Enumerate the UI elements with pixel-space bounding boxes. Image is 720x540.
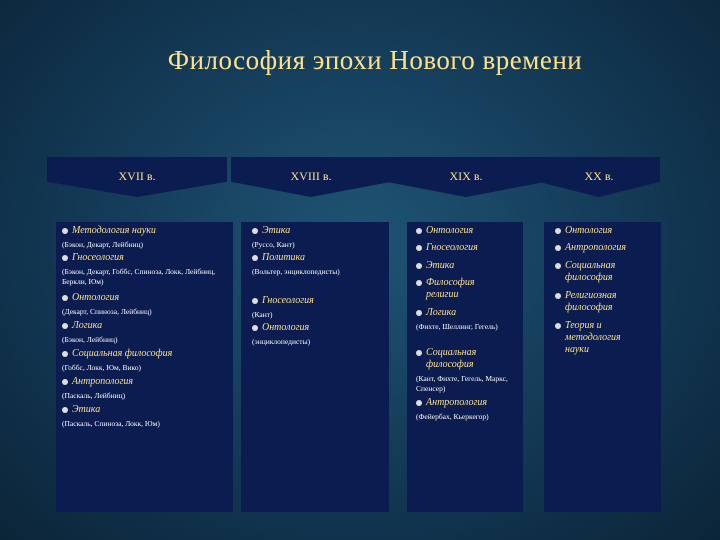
bullet-icon <box>62 407 68 413</box>
bullet-icon <box>62 323 68 329</box>
item-heading: Онтология <box>72 292 120 303</box>
item-heading: Логика <box>426 307 457 318</box>
list-item <box>62 252 227 287</box>
item-subtext: (Бэкон, Декарт, Гоббс, Спиноза, Локк, Лейбниц, Беркли, Юм) <box>62 267 216 286</box>
item-heading: Онтология <box>565 225 613 236</box>
list-item <box>416 242 520 254</box>
item-heading: Философия религии <box>426 277 475 300</box>
item-subtext: (Кант) <box>252 310 273 319</box>
item-heading: Гносеология <box>262 295 314 306</box>
bullet-icon <box>555 293 561 299</box>
slide-title: Философия эпохи Нового времени <box>167 45 583 75</box>
bullet-icon <box>62 351 68 357</box>
column-header-xvii <box>47 157 227 197</box>
column-header-label: XX в. <box>584 169 614 183</box>
item-heading: Социальная философия <box>72 348 173 359</box>
list-item <box>252 295 384 320</box>
list-item <box>416 397 520 422</box>
list-item <box>416 307 520 332</box>
item-subtext: (Фейербах, Кьеркегор) <box>416 412 489 421</box>
item-subtext: (Паскаль, Лейбниц) <box>62 391 126 400</box>
list-item <box>62 348 227 373</box>
list-item <box>555 290 635 314</box>
list-item <box>252 252 352 277</box>
bullet-icon <box>416 263 422 269</box>
item-heading: Теория и методология науки <box>565 320 621 355</box>
item-heading: Гносеология <box>72 252 124 263</box>
list-item <box>62 320 227 345</box>
bullet-icon <box>555 245 561 251</box>
item-heading: Социальная философия <box>426 347 477 370</box>
list-item <box>62 225 227 250</box>
list-item <box>416 225 520 237</box>
bullet-icon <box>252 255 258 261</box>
item-subtext: (Бэкон, Декарт, Лейбниц) <box>62 240 144 249</box>
list-item <box>62 376 227 401</box>
column-header-label: XIX в. <box>449 169 483 183</box>
item-subtext: (Фихте, Шеллинг, Гегель) <box>416 322 498 331</box>
bullet-icon <box>416 350 422 356</box>
bullet-icon <box>252 228 258 234</box>
list-item <box>555 320 635 356</box>
item-heading: Методология науки <box>72 225 156 236</box>
bullet-icon <box>416 310 422 316</box>
bullet-icon <box>416 245 422 251</box>
item-heading: Антропология <box>565 242 627 253</box>
item-heading: Политика <box>262 252 305 263</box>
bullet-icon <box>62 255 68 261</box>
bullet-icon <box>62 295 68 301</box>
item-heading: Гносеология <box>426 242 478 253</box>
column-header-label: XVIII в. <box>290 169 332 183</box>
bullet-icon <box>555 263 561 269</box>
list-item <box>555 260 635 284</box>
bullet-icon <box>555 323 561 329</box>
item-subtext: (Декарт, Спиноза, Лейбниц) <box>62 307 152 316</box>
bullet-icon <box>252 298 258 304</box>
item-heading: Онтология <box>262 322 310 333</box>
list-item <box>252 322 384 347</box>
bullet-icon <box>555 228 561 234</box>
item-heading: Логика <box>72 320 103 331</box>
bullet-icon <box>252 325 258 331</box>
item-subtext: (Руссо, Кант) <box>252 240 295 249</box>
item-subtext: (Паскаль, Спиноза, Локк, Юм) <box>62 419 160 428</box>
list-item <box>62 292 227 317</box>
item-heading: Этика <box>72 404 101 415</box>
item-subtext: (Кант, Фихте, Гегель, Маркс, Спенсер) <box>416 374 508 393</box>
item-heading: Онтология <box>426 225 474 236</box>
column-header-xix <box>386 157 546 197</box>
list-item <box>555 225 657 237</box>
list-item <box>416 347 516 394</box>
list-item <box>416 277 506 301</box>
item-subtext: (Бэкон, Лейбниц) <box>62 335 118 344</box>
item-heading: Антропология <box>426 397 488 408</box>
bullet-icon <box>62 228 68 234</box>
item-heading: Этика <box>426 260 455 271</box>
item-subtext: (Гоббс, Локк, Юм, Вико) <box>62 363 142 372</box>
column-header-label: XVII в. <box>118 169 156 183</box>
list-item <box>62 404 227 429</box>
item-heading: Социальная философия <box>565 260 616 283</box>
bullet-icon <box>416 400 422 406</box>
list-item <box>555 242 657 254</box>
list-item <box>252 225 384 250</box>
column-header-xx <box>538 157 660 197</box>
bullet-icon <box>416 280 422 286</box>
item-heading: Антропология <box>72 376 134 387</box>
item-heading: Этика <box>262 225 291 236</box>
bullet-icon <box>62 379 68 385</box>
bullet-icon <box>416 228 422 234</box>
column-header-xviii <box>231 157 391 197</box>
item-subtext: (энциклопедисты) <box>252 337 311 346</box>
list-item <box>416 260 520 272</box>
item-heading: Религиозная философия <box>565 290 617 313</box>
item-subtext: (Вольтер, энциклопедисты) <box>252 267 340 276</box>
